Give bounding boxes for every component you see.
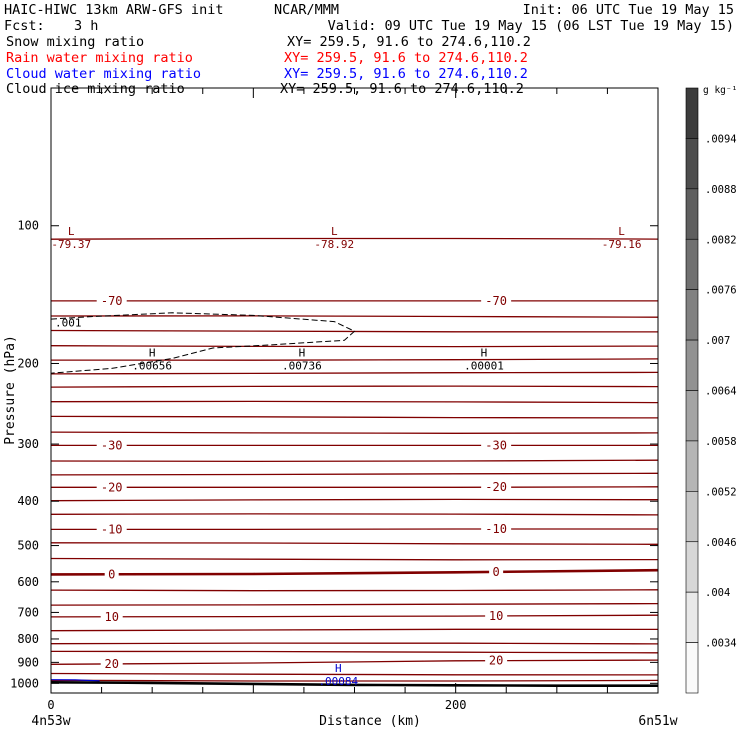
colorbar-cell xyxy=(686,542,698,592)
isotherm-label: 0 xyxy=(492,564,500,579)
colorbar-cell xyxy=(686,290,698,340)
y-tick-label: 1000 xyxy=(10,676,39,691)
colorbar-label: .0082 xyxy=(705,234,737,247)
colorbar-cell xyxy=(686,643,698,693)
isotherm-label: 20 xyxy=(104,656,119,671)
field-name-cloud-ice: Cloud ice mixing ratio xyxy=(6,81,185,97)
header-init: Init: 06 UTC Tue 19 May 15 xyxy=(522,2,734,18)
x-end-label-right: 6n51w xyxy=(638,714,678,729)
header-fcst-value: 3 h xyxy=(74,18,99,34)
isotherm-line xyxy=(51,629,658,630)
isotherm-label: 0 xyxy=(108,567,116,582)
x-tick-label: 200 xyxy=(444,698,467,712)
isotherm-line xyxy=(51,604,658,606)
isotherm-line xyxy=(51,514,658,515)
colorbar-label: .0088 xyxy=(705,183,737,196)
extremum-marker: L xyxy=(618,225,625,239)
x-end-label-left: 4n53w xyxy=(31,714,71,729)
colorbar-cell xyxy=(686,189,698,239)
isotherm-line xyxy=(51,570,658,574)
colorbar-units: g kg⁻¹ xyxy=(703,85,738,96)
colorbar-cell xyxy=(686,441,698,491)
isotherm-line xyxy=(51,239,658,240)
isotherm-line xyxy=(51,416,658,418)
isotherm-line xyxy=(51,643,658,644)
colorbar-label: .0076 xyxy=(705,284,737,297)
isotherm-line xyxy=(51,615,658,617)
isotherm-label: 10 xyxy=(488,608,504,623)
colorbar-cell xyxy=(686,138,698,188)
isotherm-line xyxy=(51,386,658,387)
colorbar-cell xyxy=(686,391,698,441)
field-xy-rain: XY= 259.5, 91.6 to 274.6,110.2 xyxy=(284,50,528,66)
field-name-snow: Snow mixing ratio xyxy=(6,34,145,50)
extremum-marker: L xyxy=(330,225,338,239)
y-tick-label: 500 xyxy=(17,538,39,553)
isotherm-label: -10 xyxy=(100,522,123,537)
isotherm-line xyxy=(51,401,658,402)
colorbar-cell xyxy=(686,491,698,541)
isotherm-label: 10 xyxy=(104,609,119,624)
x-tick-label: 0 xyxy=(47,698,55,712)
colorbar-cell xyxy=(686,592,698,642)
y-tick-label: 200 xyxy=(17,356,39,371)
field-name-cloud-water: Cloud water mixing ratio xyxy=(6,66,202,82)
isotherm-label: -20 xyxy=(100,480,123,495)
isotherm-label: -30 xyxy=(100,438,123,453)
isotherm-line xyxy=(51,316,658,317)
isotherm-label: -70 xyxy=(100,293,123,308)
snow-contour-label: .001 xyxy=(55,316,82,330)
extremum-value: -79.37 xyxy=(51,238,92,252)
isotherm-line xyxy=(51,499,658,500)
isotherm-label: 20 xyxy=(488,653,504,668)
field-xy-cloud-water: XY= 259.5, 91.6 to 274.6,110.2 xyxy=(284,66,528,82)
extrema-labels xyxy=(51,225,641,688)
colorbar-label: .007 xyxy=(705,335,731,348)
isotherm-label: -70 xyxy=(485,293,507,308)
header-title: HAIC-HIWC 13km ARW-GFS init xyxy=(4,2,224,18)
colorbar-label: .0046 xyxy=(705,536,737,549)
isotherm-label: -20 xyxy=(485,480,507,495)
colorbar-cell xyxy=(686,340,698,390)
field-xy-snow: XY= 259.5, 91.6 to 274.6,110.2 xyxy=(287,34,531,50)
isotherm-line xyxy=(51,559,658,560)
isotherm-line xyxy=(51,473,658,475)
isotherm-line xyxy=(51,346,658,347)
isotherm-line xyxy=(51,660,658,664)
isotherm-line xyxy=(51,651,658,652)
extremum-marker: H xyxy=(148,346,156,360)
y-tick-label: 100 xyxy=(17,218,39,233)
colorbar-label: .0064 xyxy=(705,385,737,398)
header-source: NCAR/MMM xyxy=(274,2,340,18)
isotherm-line xyxy=(51,372,658,374)
colorbar-label: .0052 xyxy=(705,486,737,499)
y-tick-label: 400 xyxy=(17,494,39,509)
isotherm-line xyxy=(51,487,658,488)
temperature-contours xyxy=(51,239,658,682)
extremum-marker: L xyxy=(67,225,75,239)
colorbar-label: .0094 xyxy=(705,133,737,146)
extremum-value: -79.16 xyxy=(601,238,642,252)
isotherm-label: -10 xyxy=(485,521,507,536)
x-axis-label: Distance (km) xyxy=(319,714,421,729)
extremum-value: .00001 xyxy=(464,359,504,373)
extremum-value: .00656 xyxy=(132,359,173,373)
extremum-marker: H xyxy=(335,662,342,676)
extremum-value: .00736 xyxy=(282,359,322,373)
colorbar xyxy=(686,88,737,693)
header-valid: Valid: 09 UTC Tue 19 May 15 (06 LST Tue 19 May 15) xyxy=(327,18,734,34)
plot-frame xyxy=(51,88,658,693)
isotherm-label: -30 xyxy=(485,438,507,453)
extremum-value: .00084 xyxy=(318,675,359,689)
colorbar-label: .0034 xyxy=(705,637,737,650)
field-name-rain: Rain water mixing ratio xyxy=(6,50,193,66)
colorbar-label: .004 xyxy=(705,587,731,600)
colorbar-label: .0058 xyxy=(705,435,737,448)
isotherm-line xyxy=(51,543,658,545)
isotherm-line xyxy=(51,590,658,591)
extremum-marker: H xyxy=(298,346,306,360)
extremum-marker: H xyxy=(480,346,488,360)
isotherm-line xyxy=(51,432,658,433)
y-tick-label: 900 xyxy=(17,655,39,670)
y-tick-label: 300 xyxy=(17,437,39,452)
extremum-value: -78.92 xyxy=(314,238,355,252)
isotherm-line xyxy=(51,460,658,461)
y-tick-label: 800 xyxy=(17,631,39,646)
colorbar-cell xyxy=(686,239,698,289)
y-tick-label: 600 xyxy=(17,574,39,589)
header-fcst-label: Fcst: xyxy=(4,18,45,34)
field-xy-cloud-ice: XY= 259.5, 91.6 to 274.6,110.2 xyxy=(280,81,524,97)
y-tick-label: 700 xyxy=(17,605,39,620)
colorbar-cell xyxy=(686,88,698,138)
y-axis-label: Pressure (hPa) xyxy=(3,335,18,445)
